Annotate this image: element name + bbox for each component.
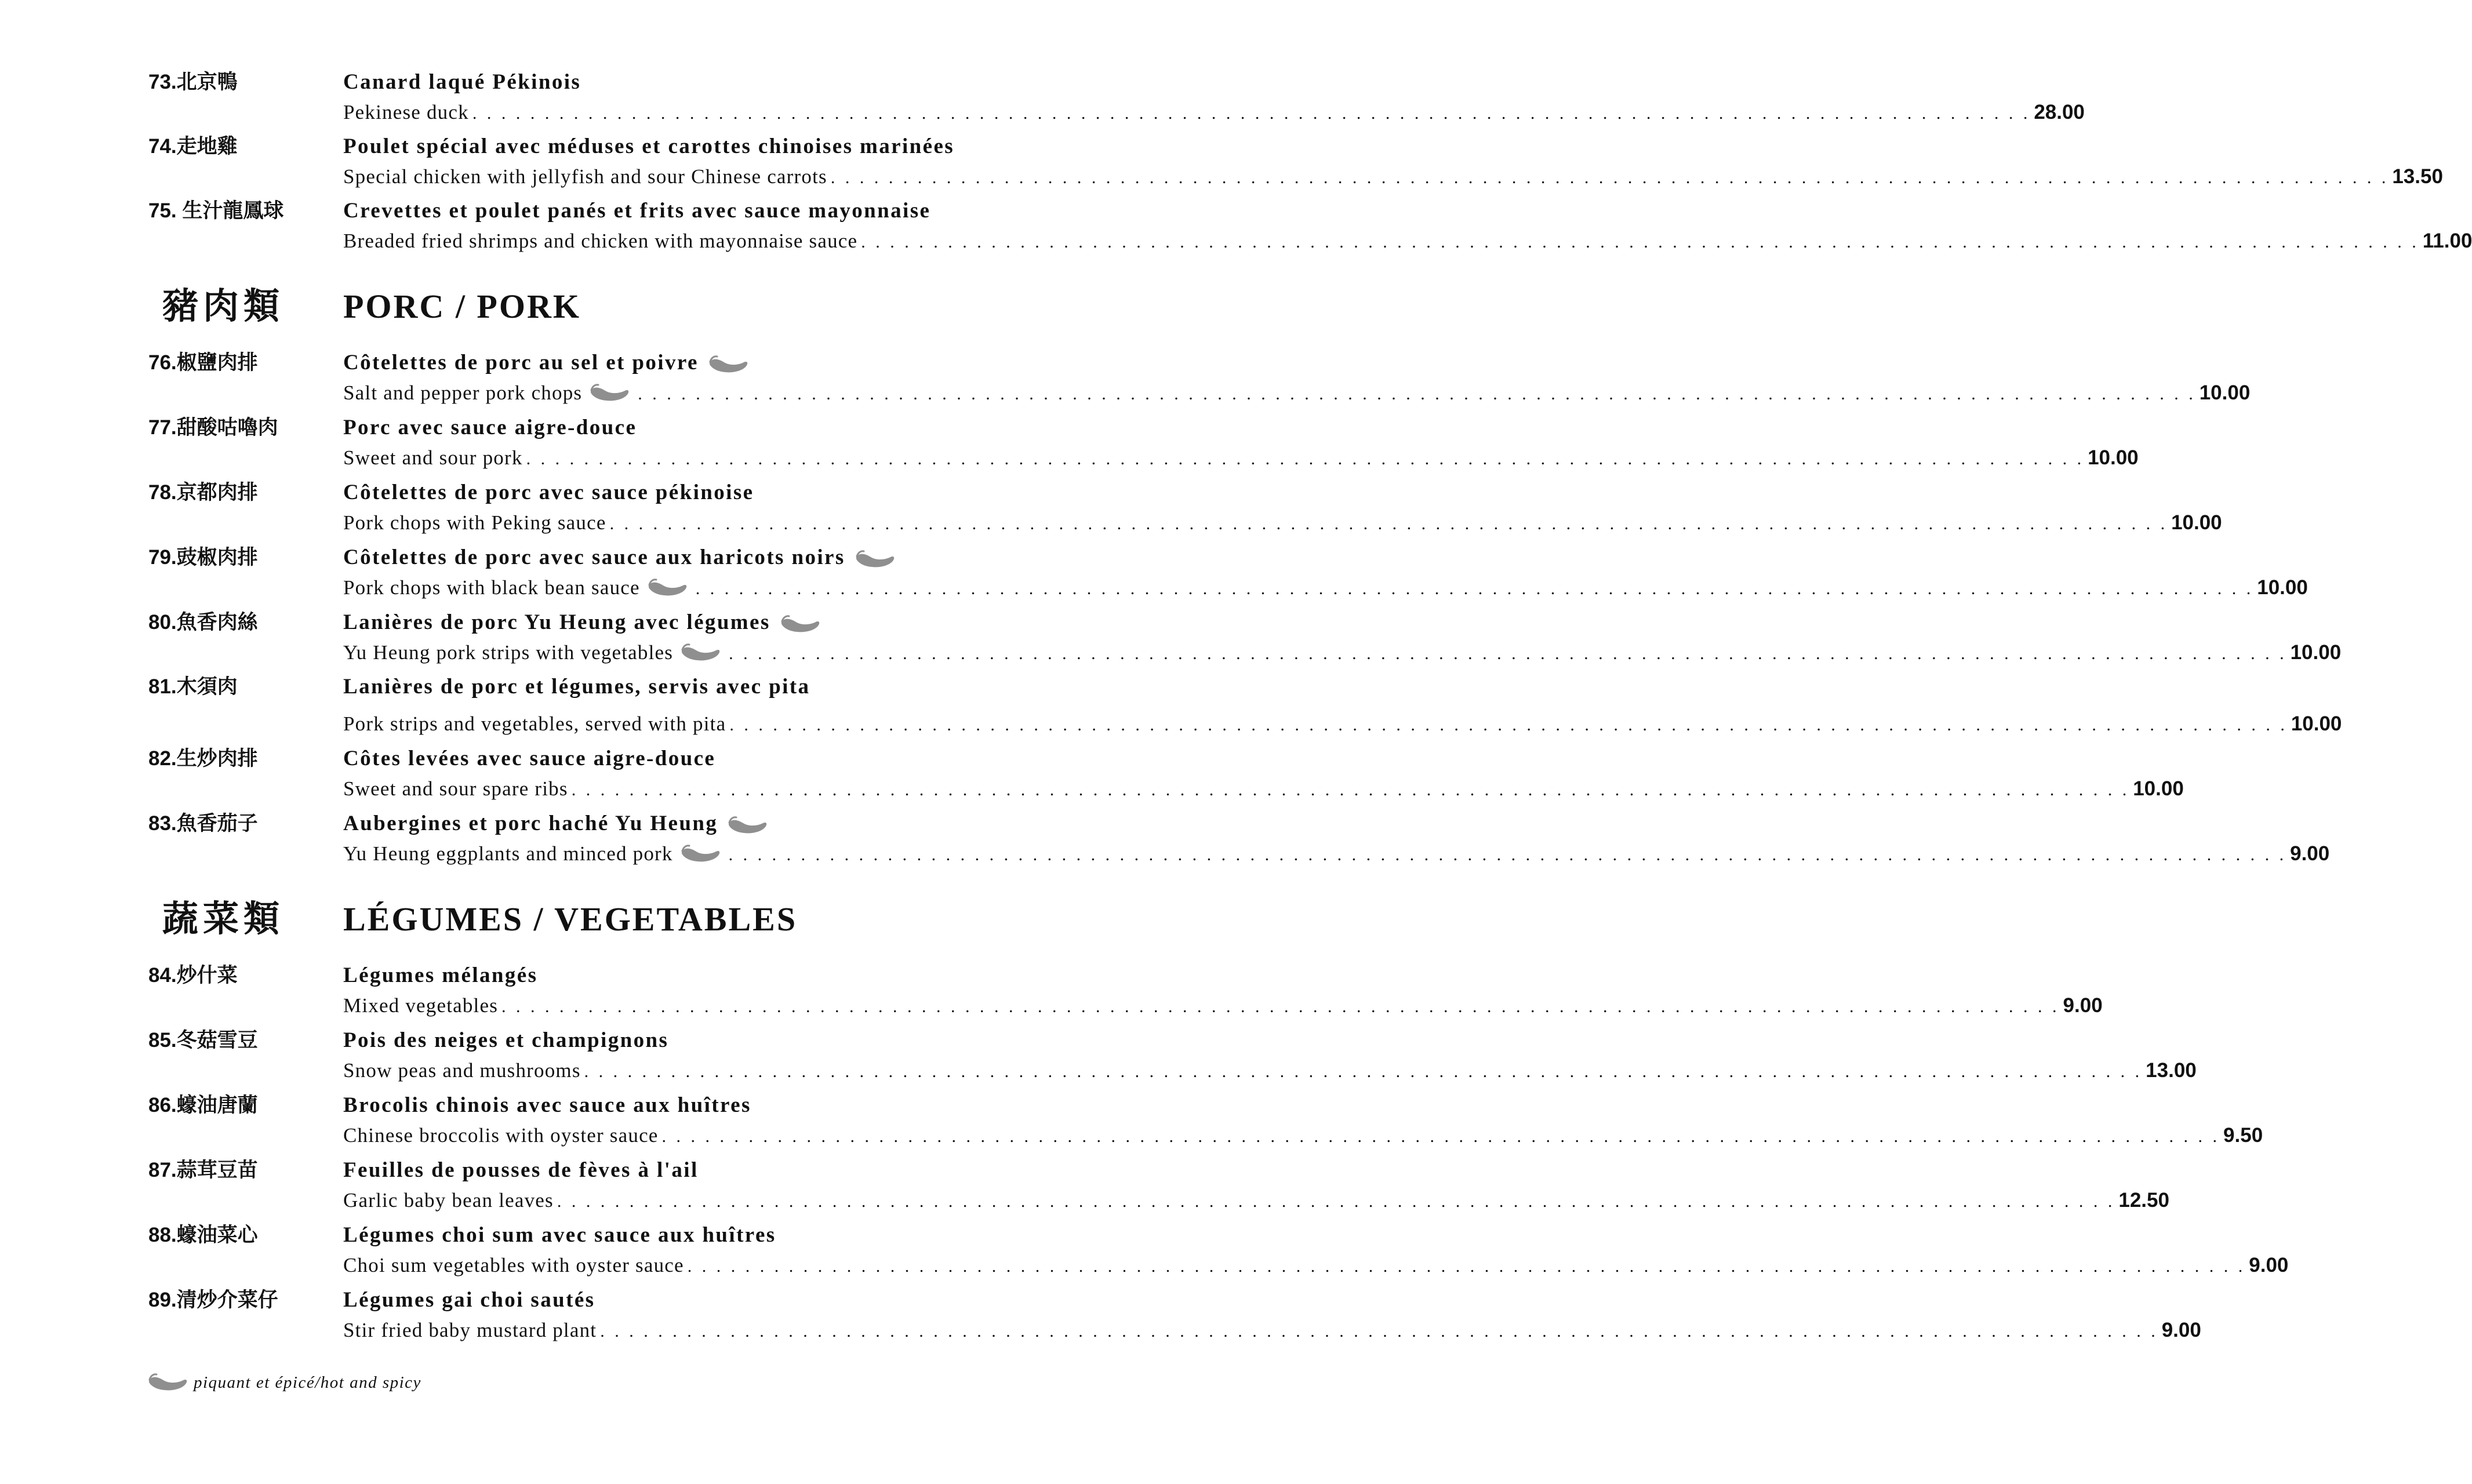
item-english-line [343, 1058, 2197, 1083]
spicy-legend [148, 1368, 421, 1397]
chili-pepper-icon [681, 642, 721, 663]
item-price: 9.00 [2249, 1254, 2289, 1276]
menu-item-80 [0, 610, 2342, 674]
item-english-name: Choi sum vegetables with oyster sauce [343, 1254, 684, 1276]
item-price: 9.00 [2290, 842, 2330, 865]
item-number-chinese-name: 78.京都肉排 [148, 481, 258, 504]
item-number-chinese-name: 84.炒什菜 [148, 964, 238, 987]
legend-text: piquant et épicé/hot and spicy [194, 1373, 421, 1392]
item-number-chinese-name: 82.生炒肉排 [148, 747, 258, 770]
item-number-chinese-name: 83.魚香茄子 [148, 812, 258, 835]
item-french-name: Lanières de porc Yu Heung avec légumes [343, 610, 826, 635]
item-price: 28.00 [2034, 101, 2085, 123]
item-english-line [343, 776, 2184, 802]
item-price: 10.00 [2088, 446, 2139, 469]
dot-leader: . . . . . . . . . . . . . . . . . . . . . . . . . . . . . . . . . . . . . . . . . . . . . . . . . . . . . . . . . . . . . . . . . . . . . . . . . . . . . . . . . . . . . . . . . . . . . . . . . . . . . . . . . . . . [584, 1062, 2143, 1081]
dot-leader: . . . . . . . . . . . . . . . . . . . . . . . . . . . . . . . . . . . . . . . . . . . . . . . . . . . . . . . . . . . . . . . . . . . . . . . . . . . . . . . . . . . . . . . . . . . . . . . . . . . . . . . . . . . . [571, 780, 2130, 799]
dot-leader: . . . . . . . . . . . . . . . . . . . . . . . . . . . . . . . . . . . . . . . . . . . . . . . . . . . . . . . . . . . . . . . . . . . . . . . . . . . . . . . . . . . . . . . . . . . . . . . . . . . . . . . . . . . . [638, 384, 2196, 403]
item-number-chinese-name: 80.魚香肉絲 [148, 611, 258, 634]
item-english-line [343, 575, 2308, 601]
section-title: LÉGUMES / VEGETABLES [343, 900, 798, 938]
dot-leader: . . . . . . . . . . . . . . . . . . . . . . . . . . . . . . . . . . . . . . . . . . . . . . . . . . . . . . . . . . . . . . . . . . . . . . . . . . . . . . . . . . . . . . . . . . . . . . . . . . . . . . . . . . . . [557, 1192, 2115, 1211]
menu-item-85 [0, 1028, 2197, 1092]
item-english-line [343, 1188, 2169, 1213]
item-number-chinese-name: 75. 生汁龍鳳球 [148, 199, 284, 222]
item-french-name: Côtelettes de porc au sel et poivre [343, 350, 754, 376]
item-price: 10.00 [2199, 381, 2251, 404]
item-number-chinese-name: 86.蠔油唐蘭 [148, 1094, 258, 1116]
item-english-name: Salt and pepper pork chops [343, 381, 583, 404]
menu-item-83 [0, 811, 2330, 875]
item-english-name: Pork strips and vegetables, served with pita [343, 712, 726, 735]
item-number-chinese-name: 79.豉椒肉排 [148, 546, 258, 569]
item-english-name: Chinese broccolis with oyster sauce [343, 1124, 659, 1147]
menu-item-78 [0, 480, 2222, 544]
item-english-line [343, 993, 2103, 1019]
item-french-name: Aubergines et porc haché Yu Heung [343, 811, 773, 836]
dot-leader: . . . . . . . . . . . . . . . . . . . . . . . . . . . . . . . . . . . . . . . . . . . . . . . . . . . . . . . . . . . . . . . . . . . . . . . . . . . . . . . . . . . . . . . . . . . . . . . . . . . . . . . . . . . . [729, 644, 2287, 663]
dot-leader: . . . . . . . . . . . . . . . . . . . . . . . . . . . . . . . . . . . . . . . . . . . . . . . . . . . . . . . . . . . . . . . . . . . . . . . . . . . . . . . . . . . . . . . . . . . . . . . . . . . . . . . . . . . . [526, 449, 2085, 468]
item-english-line [343, 380, 2251, 406]
dot-leader: . . . . . . . . . . . . . . . . . . . . . . . . . . . . . . . . . . . . . . . . . . . . . . . . . . . . . . . . . . . . . . . . . . . . . . . . . . . . . . . . . . . . . . . . . . . . . . . . . . . . . . . . . . . . [687, 1257, 2246, 1276]
item-english-name: Pork chops with black bean sauce [343, 576, 640, 599]
item-english-name: Garlic baby bean leaves [343, 1189, 554, 1212]
item-english-name: Special chicken with jellyfish and sour Chinese carrots [343, 165, 827, 188]
menu-item-74 [0, 134, 2443, 198]
chili-pepper-icon [856, 549, 895, 570]
item-price: 12.50 [2118, 1189, 2169, 1212]
item-english-name: Sweet and sour pork [343, 446, 523, 469]
menu-item-77 [0, 415, 2139, 479]
item-french-name: Côtelettes de porc avec sauce pékinoise [343, 481, 754, 504]
item-number-chinese-name: 88.蠔油菜心 [148, 1224, 258, 1246]
item-english-line [343, 841, 2330, 867]
item-english-name: Sweet and sour spare ribs [343, 777, 568, 800]
item-price: 9.50 [2223, 1124, 2263, 1147]
item-english-line [343, 445, 2139, 471]
item-english-line [343, 1318, 2201, 1343]
item-french-name: Porc avec sauce aigre-douce [343, 416, 637, 439]
item-english-line [343, 640, 2342, 665]
item-english-name: Mixed vegetables [343, 994, 499, 1017]
item-number-chinese-name: 81.木須肉 [148, 675, 238, 698]
item-english-line [343, 1253, 2289, 1278]
dot-leader: . . . . . . . . . . . . . . . . . . . . . . . . . . . . . . . . . . . . . . . . . . . . . . . . . . . . . . . . . . . . . . . . . . . . . . . . . . . . . . . . . . . . . . . . . . . . . . . . . . . . . . . . . . . . [728, 845, 2287, 864]
menu-item-87 [0, 1158, 2169, 1221]
item-french-name: Brocolis chinois avec sauce aux huîtres [343, 1093, 751, 1117]
section-header-vegetables [0, 896, 1147, 948]
item-french-name: Crevettes et poulet panés et frits avec sauce mayonnaise [343, 199, 931, 223]
item-french-name: Côtes levées avec sauce aigre-douce [343, 747, 716, 770]
chili-pepper-icon [590, 383, 630, 403]
chili-pepper-icon [648, 577, 688, 598]
menu-item-84 [0, 963, 2103, 1027]
item-price: 13.00 [2146, 1059, 2197, 1082]
item-price: 10.00 [2291, 712, 2342, 735]
item-price: 9.00 [2063, 994, 2103, 1017]
item-english-name: Yu Heung eggplants and minced pork [343, 842, 673, 865]
menu-item-76 [0, 350, 2251, 414]
item-number-chinese-name: 74.走地雞 [148, 135, 238, 158]
item-number-chinese-name: 73.北京鴨 [148, 71, 238, 93]
item-french-name: Feuilles de pousses de fèves à l'ail [343, 1158, 699, 1182]
item-number-chinese-name: 89.清炒介菜仔 [148, 1289, 278, 1311]
item-french-name: Côtelettes de porc avec sauce aux haricots noirs [343, 545, 901, 570]
item-french-name: Pois des neiges et champignons [343, 1028, 669, 1052]
item-price: 10.00 [2133, 777, 2184, 800]
item-english-name: Breaded fried shrimps and chicken with mayonnaise sauce [343, 230, 858, 252]
dot-leader: . . . . . . . . . . . . . . . . . . . . . . . . . . . . . . . . . . . . . . . . . . . . . . . . . . . . . . . . . . . . . . . . . . . . . . . . . . . . . . . . . . . . . . . . . . . . . . . . . . . . . . . . . . . . [609, 514, 2168, 533]
dot-leader: . . . . . . . . . . . . . . . . . . . . . . . . . . . . . . . . . . . . . . . . . . . . . . . . . . . . . . . . . . . . . . . . . . . . . . . . . . . . . . . . . . . . . . . . . . . . . . . . . . . . . . . . . . . . [695, 579, 2254, 598]
section-chinese-title: 豬肉類 [162, 285, 285, 327]
menu-item-89 [0, 1287, 2201, 1351]
menu-item-88 [0, 1223, 2289, 1286]
item-number-chinese-name: 77.甜酸咕嚕肉 [148, 416, 278, 439]
item-number-chinese-name: 85.冬菇雪豆 [148, 1029, 258, 1052]
dot-leader: . . . . . . . . . . . . . . . . . . . . . . . . . . . . . . . . . . . . . . . . . . . . . . . . . . . . . . . . . . . . . . . . . . . . . . . . . . . . . . . . . . . . . . . . . . . . . . . . . . . . . . . . . . . . [830, 168, 2389, 187]
item-number-chinese-name: 76.椒鹽肉排 [148, 351, 258, 374]
menu-item-81 [0, 674, 2342, 746]
item-price: 13.50 [2392, 165, 2443, 188]
dot-leader: . . . . . . . . . . . . . . . . . . . . . . . . . . . . . . . . . . . . . . . . . . . . . . . . . . . . . . . . . . . . . . . . . . . . . . . . . . . . . . . . . . . . . . . . . . . . . . . . . . . . . . . . . . . . [861, 232, 2419, 252]
item-price: 9.00 [2161, 1319, 2201, 1341]
chili-pepper-icon [681, 843, 721, 864]
item-french-name: Légumes gai choi sautés [343, 1288, 595, 1312]
item-english-line [343, 228, 2472, 254]
section-title: PORC / PORK [343, 288, 581, 325]
menu-item-86 [0, 1093, 2263, 1156]
item-english-name: Pork chops with Peking sauce [343, 511, 606, 534]
item-french-name: Légumes mélangés [343, 963, 538, 987]
chili-pepper-icon [148, 1372, 188, 1393]
dot-leader: . . . . . . . . . . . . . . . . . . . . . . . . . . . . . . . . . . . . . . . . . . . . . . . . . . . . . . . . . . . . . . . . . . . . . . . . . . . . . . . . . . . . . . . . . . . . . . . . . . . . . . . . . . . . [600, 1322, 2158, 1341]
chili-pepper-icon [781, 614, 820, 635]
item-english-line [343, 510, 2222, 536]
menu-item-82 [0, 746, 2184, 810]
chili-pepper-icon [728, 815, 768, 836]
item-english-line [343, 164, 2443, 190]
dot-leader: . . . . . . . . . . . . . . . . . . . . . . . . . . . . . . . . . . . . . . . . . . . . . . . . . . . . . . . . . . . . . . . . . . . . . . . . . . . . . . . . . . . . . . . . . . . . . . . . . . . . . . . . . . . . [501, 997, 2060, 1016]
item-english-name: Pekinese duck [343, 101, 469, 123]
dot-leader: . . . . . . . . . . . . . . . . . . . . . . . . . . . . . . . . . . . . . . . . . . . . . . . . . . . . . . . . . . . . . . . . . . . . . . . . . . . . . . . . . . . . . . . . . . . . . . . . . . . . . . . . . . . . [729, 715, 2288, 734]
chili-pepper-icon [709, 354, 748, 375]
item-price: 10.00 [2290, 641, 2342, 664]
item-price: 11.00 [2422, 230, 2472, 252]
item-french-name: Canard laqué Pékinois [343, 70, 581, 94]
menu-item-75 [0, 198, 2472, 262]
dot-leader: . . . . . . . . . . . . . . . . . . . . . . . . . . . . . . . . . . . . . . . . . . . . . . . . . . . . . . . . . . . . . . . . . . . . . . . . . . . . . . . . . . . . . . . . . . . . . . . . . . . . . . . . . . . . [661, 1127, 2220, 1146]
item-french-name: Légumes choi sum avec sauce aux huîtres [343, 1223, 776, 1247]
item-english-line [343, 1123, 2263, 1148]
section-chinese-title: 蔬菜類 [162, 897, 285, 940]
menu-item-73 [0, 70, 2085, 133]
item-number-chinese-name: 87.蒜茸豆苗 [148, 1159, 258, 1181]
item-english-name: Snow peas and mushrooms [343, 1059, 581, 1082]
section-header-pork [0, 283, 1147, 335]
dot-leader: . . . . . . . . . . . . . . . . . . . . . . . . . . . . . . . . . . . . . . . . . . . . . . . . . . . . . . . . . . . . . . . . . . . . . . . . . . . . . . . . . . . . . . . . . . . . . . . . . . . . . . . . . . . . [472, 104, 2031, 123]
item-english-line [343, 100, 2085, 125]
item-english-name: Stir fried baby mustard plant [343, 1319, 597, 1341]
item-french-name: Lanières de porc et légumes, servis avec pita [343, 675, 810, 699]
item-french-name: Poulet spécial avec méduses et carottes chinoises marinées [343, 134, 955, 158]
item-english-line [343, 711, 2342, 737]
item-price: 10.00 [2171, 511, 2222, 534]
menu-item-79 [0, 545, 2308, 609]
item-price: 10.00 [2257, 576, 2308, 599]
item-english-name: Yu Heung pork strips with vegetables [343, 641, 674, 664]
